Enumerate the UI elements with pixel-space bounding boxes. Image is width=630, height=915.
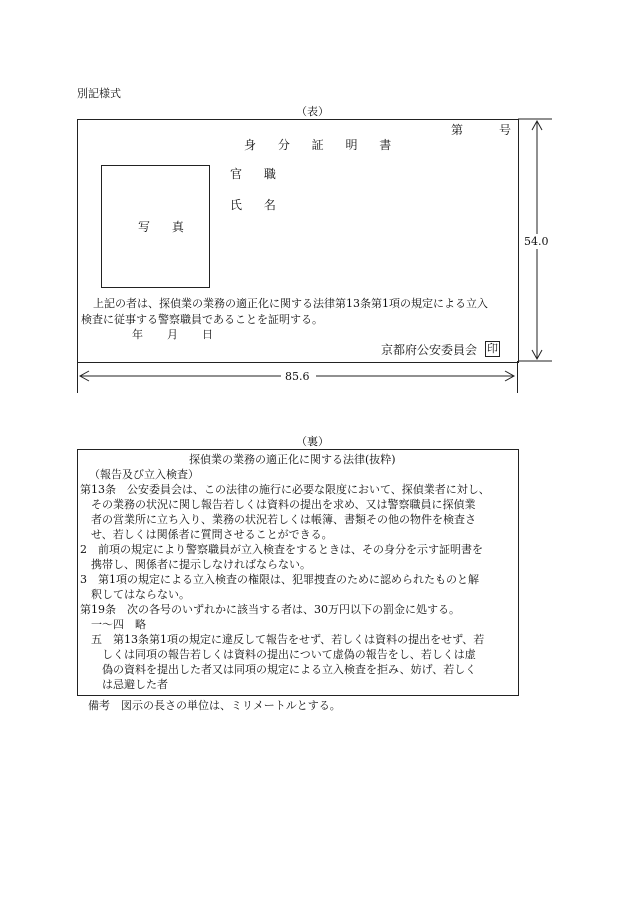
issuer-name: 京都府公安委員会	[381, 343, 478, 357]
form-label: 別記様式	[77, 87, 121, 100]
certification-text-line1: 上記の者は、探偵業の業務の適正化に関する法律第13条第1項の規定による立入	[93, 297, 488, 310]
back-card	[77, 449, 519, 696]
back-line-14: 偽の資料を提出した者又は同項の規定による立入検査を拒み、妨げ、若しく	[102, 663, 477, 676]
front-heading: （表）	[296, 105, 329, 118]
back-line-5: せ、若しくは関係者に質問させることができる。	[91, 528, 333, 541]
back-heading: （裏）	[296, 435, 329, 448]
back-line-15: は忌避した者	[102, 678, 168, 691]
card-title: 身 分 証 明 書	[244, 138, 401, 152]
width-dimension-label: 85.6	[285, 370, 310, 383]
back-line-2: 第13条 公安委員会は、この法律の施行に必要な限度において、探偵業者に対し、	[80, 483, 490, 496]
position-label: 官 職	[230, 167, 285, 181]
certification-text-line2: 検査に従事する警察職員であることを証明する。	[81, 313, 323, 326]
back-line-13: しくは同項の報告若しくは資料の提出について虚偽の報告をし、若しくは虚	[102, 648, 476, 661]
date-year: 年	[132, 328, 143, 341]
back-line-9: 釈してはならない。	[91, 588, 190, 601]
back-line-11: 一～四 略	[91, 618, 146, 631]
date-month: 月	[167, 328, 178, 341]
name-label: 氏 名	[230, 198, 285, 212]
back-line-3: その業務の状況に関し報告若しくは資料の提出を求め、又は警察職員に探偵業	[91, 498, 476, 511]
height-dimension-label: 54.0	[524, 235, 549, 248]
back-line-1: （報告及び立入検査）	[89, 468, 199, 481]
back-title: 探偵業の業務の適正化に関する法律(抜粋)	[189, 453, 396, 466]
unit-note: 備考 図示の長さの単位は、ミリメートルとする。	[88, 699, 341, 712]
back-line-4: 者の営業所に立ち入り、業務の状況若しくは帳簿、書類その他の物件を検査さ	[91, 513, 476, 526]
back-line-8: 3 第1項の規定による立入検査の権限は、犯罪捜査のために認められたものと解	[80, 573, 479, 586]
date-day: 日	[202, 328, 213, 341]
number-label-dai: 第	[451, 123, 464, 137]
photo-label: 写 真	[138, 220, 193, 234]
number-label-go: 号	[499, 123, 512, 137]
right-extension-line	[517, 361, 518, 393]
back-line-12: 五 第13条第1項の規定に違反して報告をせず、若しくは資料の提出をせず、若	[91, 633, 485, 646]
dimension-arrows	[0, 0, 630, 420]
official-seal: 印	[487, 342, 498, 355]
back-line-10: 第19条 次の各号のいずれかに該当する者は、30万円以下の罰金に処する。	[80, 603, 460, 616]
back-line-7: 携帯し、関係者に提示しなければならない。	[91, 558, 311, 571]
back-line-6: 2 前項の規定により警察職員が立入検査をするときは、その身分を示す証明書を	[80, 543, 483, 556]
